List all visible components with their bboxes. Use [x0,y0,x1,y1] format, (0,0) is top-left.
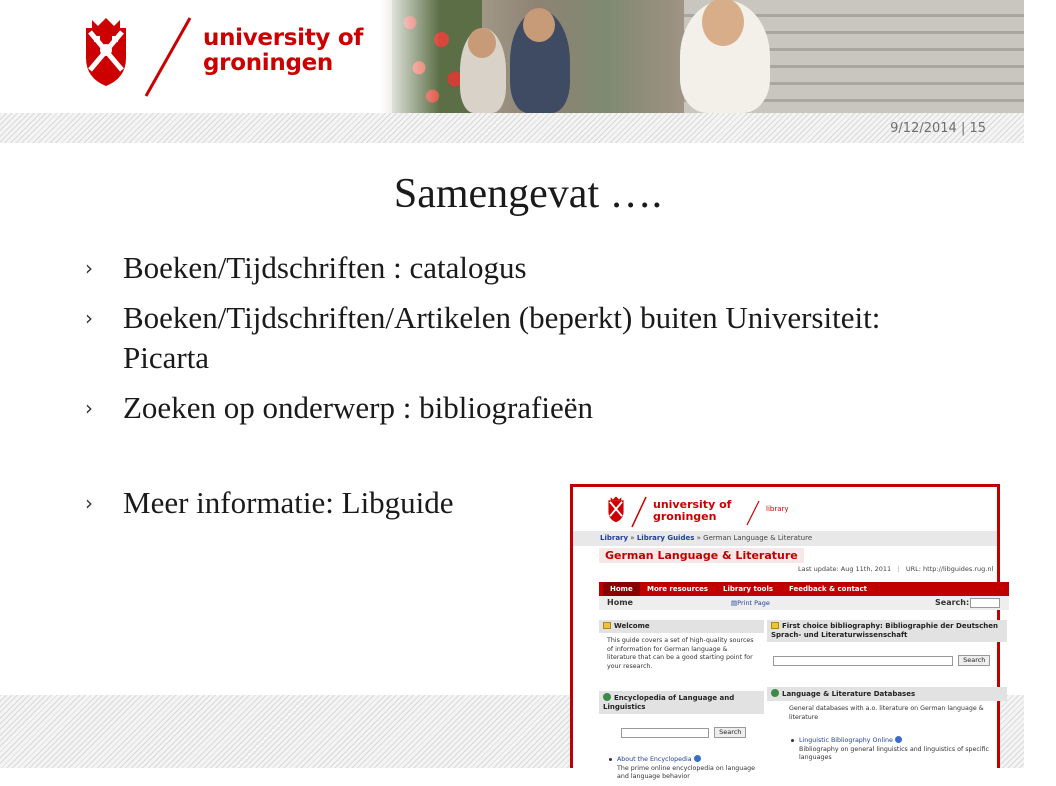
bullet-text: Boeken/Tijdschriften/Artikelen (beperkt) buiten Universiteit: Picarta [123,300,881,375]
bullet-chevron-icon: › [85,396,93,420]
encyclopedia-search-button[interactable]: Search [714,727,746,738]
welcome-text: This guide covers a set of high-quality sources of information for German language & literature that can be a good starting point for your research. [607,637,754,670]
library-divider-icon [744,499,762,527]
libguide-logo [606,495,806,531]
linguistic-bibliography-link[interactable]: Linguistic Bibliography Online [799,737,893,744]
about-encyclopedia-link[interactable]: About the Encyclopedia [617,756,692,763]
encyclopedia-heading: Encyclopedia of Language and Linguistics [599,691,764,714]
libguide-right-column [767,620,1007,767]
header-photo [380,0,1024,113]
bullet-text: Boeken/Tijdschriften : catalogus [123,250,527,285]
subbar-search-label: Search: [935,598,970,607]
libguide-page-title: German Language & Literature [599,548,804,563]
databases-intro: General databases with a.o. literature on German language & literature [789,705,984,721]
info-icon[interactable] [895,736,902,743]
bullet-text: Zoeken op onderwerp : bibliografieën [123,390,593,425]
info-icon[interactable] [694,755,701,762]
databases-box [767,687,1007,767]
bullet-chevron-icon: › [85,306,93,330]
subbar-home: Home [607,598,633,607]
libguide-wordmark: university of groningen [653,498,732,523]
welcome-box [599,620,764,675]
header-hatch-band [0,113,1024,143]
breadcrumb-library-guides[interactable]: Library Guides [636,534,695,542]
bullet-item [85,388,915,428]
library-label: library [766,505,789,513]
libguide-left-column [599,620,764,786]
breadcrumb: Library » Library Guides » German Language & Literature [573,531,997,546]
welcome-heading: Welcome [599,620,764,633]
folder-icon [603,622,611,629]
bullet-item [85,248,915,288]
logo-divider-icon [629,495,649,529]
databases-heading: Language & Literature Databases [767,687,1007,701]
print-page-link[interactable]: ▤Print Page [731,599,770,607]
tab-library-tools[interactable]: Library tools [723,585,774,593]
globe-icon [771,689,779,697]
bibliography-search-button[interactable]: Search [958,655,990,666]
tab-home[interactable]: Home [603,582,640,596]
libguide-screenshot [570,484,1000,780]
tab-more-resources[interactable]: More resources [647,585,709,593]
folder-icon [771,622,779,629]
subbar-search-input[interactable] [970,598,1000,608]
databases-desc: Bibliography on general linguistics and linguistics of specific languages [799,745,990,761]
bibliography-search-input[interactable] [773,656,953,666]
logo-divider-icon [138,12,198,102]
bullet-text: Meer informatie: Libguide [123,485,454,520]
list-item [607,755,756,782]
bullet-item [85,298,915,378]
logo-line-2: groningen [203,50,333,76]
encyclopedia-search-input[interactable] [621,728,709,738]
bullet-chevron-icon: › [85,491,93,515]
tab-feedback-contact[interactable]: Feedback & contact [789,585,868,593]
slide-title: Samengevat …. [393,171,663,217]
breadcrumb-library[interactable]: Library [600,534,629,542]
university-logo [80,12,380,97]
bullet-list [85,248,915,523]
libguide-last-update: Last update: Aug 11th, 2011 ⋮ URL: http://libguides.rug.nl [798,565,994,573]
libguide-subbar [599,596,1009,610]
encyclopedia-desc: The prime online encyclopedia on language and language behavior [617,764,756,780]
date-page-number: 9/12/2014 | 15 [890,121,986,136]
crest-icon [80,14,132,88]
libguide-tab-bar [599,582,1009,596]
bibliography-heading: First choice bibliography: Bibliographie der Deutschen Sprach- und Literaturwissenschaft [767,620,1007,642]
logo-wordmark [203,26,363,76]
globe-icon [603,693,611,701]
list-item [789,736,999,763]
bibliography-box [767,620,1007,675]
encyclopedia-box [599,691,764,786]
slide-header [0,0,1024,113]
breadcrumb-current: German Language & Literature [703,534,813,542]
crest-icon [606,495,626,523]
bullet-chevron-icon: › [85,256,93,280]
logo-line-1: university of [203,25,364,51]
printer-icon: ▤ [731,599,738,607]
